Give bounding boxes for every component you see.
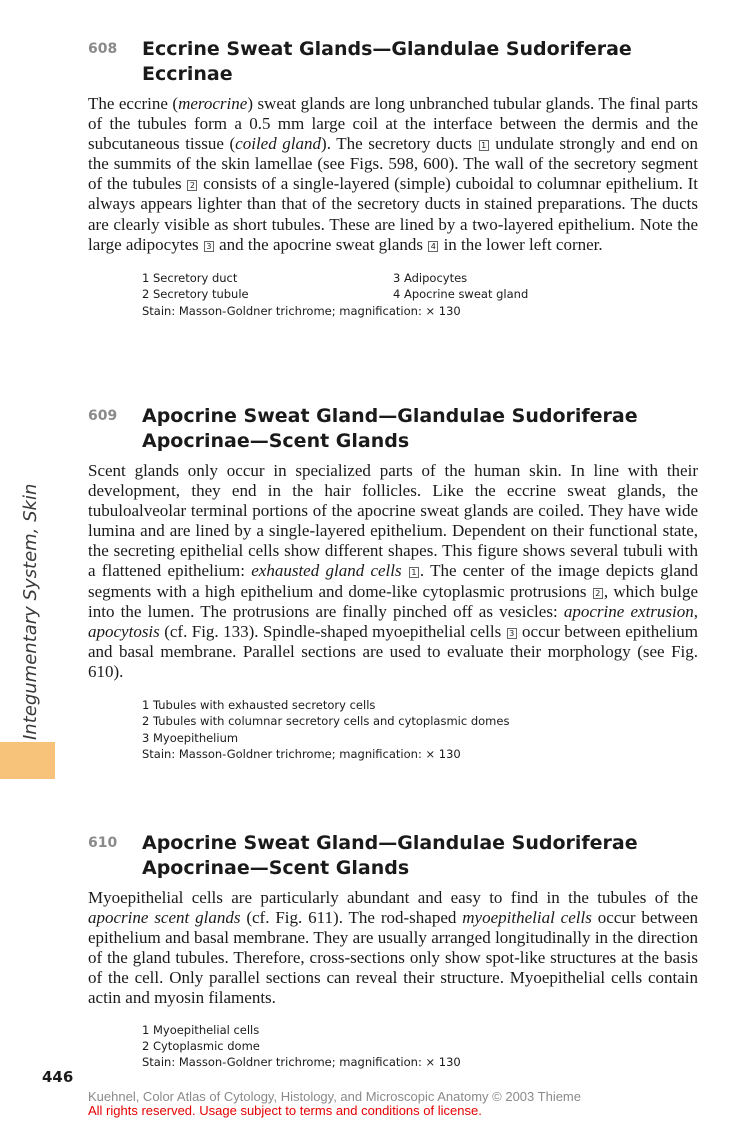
section-header [88,831,698,881]
figure-ref-marker: 3 [204,241,214,252]
section-title: Apocrine Sweat Gland—Glandulae Sudoriferae Apocrinae—Scent Glands [142,405,638,452]
section-title: Eccrine Sweat Glands—Glandulae Sudoriferae Eccrinae [142,38,632,85]
legend-item: 2 Tubules with columnar secretory cells and cytoplasmic domes [142,714,510,729]
section-paragraph: Myoepithelial cells are particularly abundant and easy to find in the tubules of the apocrine scent glands (cf. Fig. 611). The rod-shaped myoepithelial cells occur between epithelium and basal membrane. They are usually arranged longitudinally in the direction of the gland tubules. Therefore, cross-sections only show spot-like structures at the basis of the cell. Only parallel sections can reveal their structure. Myoepithelial cells contain actin and myosin filaments. [88,888,699,1008]
section-header [88,404,698,454]
legend-item: 2 Cytoplasmic dome [142,1038,260,1053]
page-number: 446 [42,1068,74,1086]
legend-item: 1 Tubules with exhausted secretory cells [142,698,376,713]
figure-legend [142,270,698,319]
section-paragraph: Scent glands only occur in specialized parts of the human skin. In line with their development, they end in the hair follicles. Like the eccrine sweat glands, the tubuloalveolar terminal portions of the apocrine sweat glands are coiled. They have wide lumina and are lined by a single-layered epithelium. Dependent on their functional state, the secreting epithelial cells show different shapes. This figure shows several tubuli with a flattened epithelium: exhausted gland cells 1 . The center of the image depicts gland segments with a high epithelium and dome-like cytoplasmic protrusions 2 , which bulge into the lumen. The protrusions are finally pinched off as vesicles: apocrine extrusion, apocytosis (cf. Fig. 133). Spindle-shaped myoepithelial cells 3 occur between epithelium and basal membrane. Parallel sections are used to evaluate their morphology (see Fig. 610). [88,461,699,681]
figure-ref-marker: 4 [428,241,438,252]
legend-item: 3 Adipocytes [393,270,468,285]
section-number: 608 [88,41,118,57]
stain-note: Stain: Masson-Goldner trichrome; magnification: × 130 [142,303,461,318]
figure-ref-marker: 2 [593,588,603,599]
figure-legend [142,697,698,763]
footer-license: All rights reserved. Usage subject to terms and conditions of license. [88,1103,482,1118]
legend-item: 3 Myoepithelium [142,730,239,745]
copyright-footer [88,1090,581,1118]
figure-ref-marker: 1 [409,567,419,578]
legend-item: 1 Myoepithelial cells [142,1022,260,1037]
stain-note: Stain: Masson-Goldner trichrome; magnification: × 130 [142,1055,461,1070]
legend-item: 2 Secretory tubule [142,287,249,302]
section-609 [88,404,698,763]
figure-ref-marker: 2 [187,180,197,191]
section-608 [88,37,698,319]
section-title: Apocrine Sweat Gland—Glandulae Sudoriferae Apocrinae—Scent Glands [142,832,638,879]
section-paragraph: The eccrine (merocrine) sweat glands are long unbranched tubular glands. The final parts of the tubules form a 0.5 mm large coil at the interface between the dermis and the subcutaneous tissue (coiled gland). The secretory ducts 1 undulate strongly and end on the summits of the skin lamellae (see Figs. 598, 600). The wall of the secretory segment of the tubules 2 consists of a single-layered (simple) cuboidal to columnar epithelium. It always appears lighter than that of the secretory ducts in stained preparations. The ducts are clearly visible as short tubules. These are lined by a two-layered epithelium. Note the large adipocytes 3 and the apocrine sweat glands 4 in the lower left corner. [88,94,699,254]
section-610 [88,831,698,1071]
figure-ref-marker: 3 [507,628,517,639]
section-number: 609 [88,408,118,424]
chapter-side-label: Integumentary System, Skin [20,483,41,740]
section-number: 610 [88,835,118,851]
figure-legend [142,1022,698,1071]
chapter-tab-marker [0,742,55,779]
figure-ref-marker: 1 [479,140,489,151]
legend-item: 4 Apocrine sweat gland [393,287,529,302]
footer-credit: Kuehnel, Color Atlas of Cytology, Histology, and Microscopic Anatomy © 2003 Thieme [88,1089,581,1104]
stain-note: Stain: Masson-Goldner trichrome; magnification: × 130 [142,747,461,762]
legend-item: 1 Secretory duct [142,270,238,285]
section-header [88,37,698,87]
